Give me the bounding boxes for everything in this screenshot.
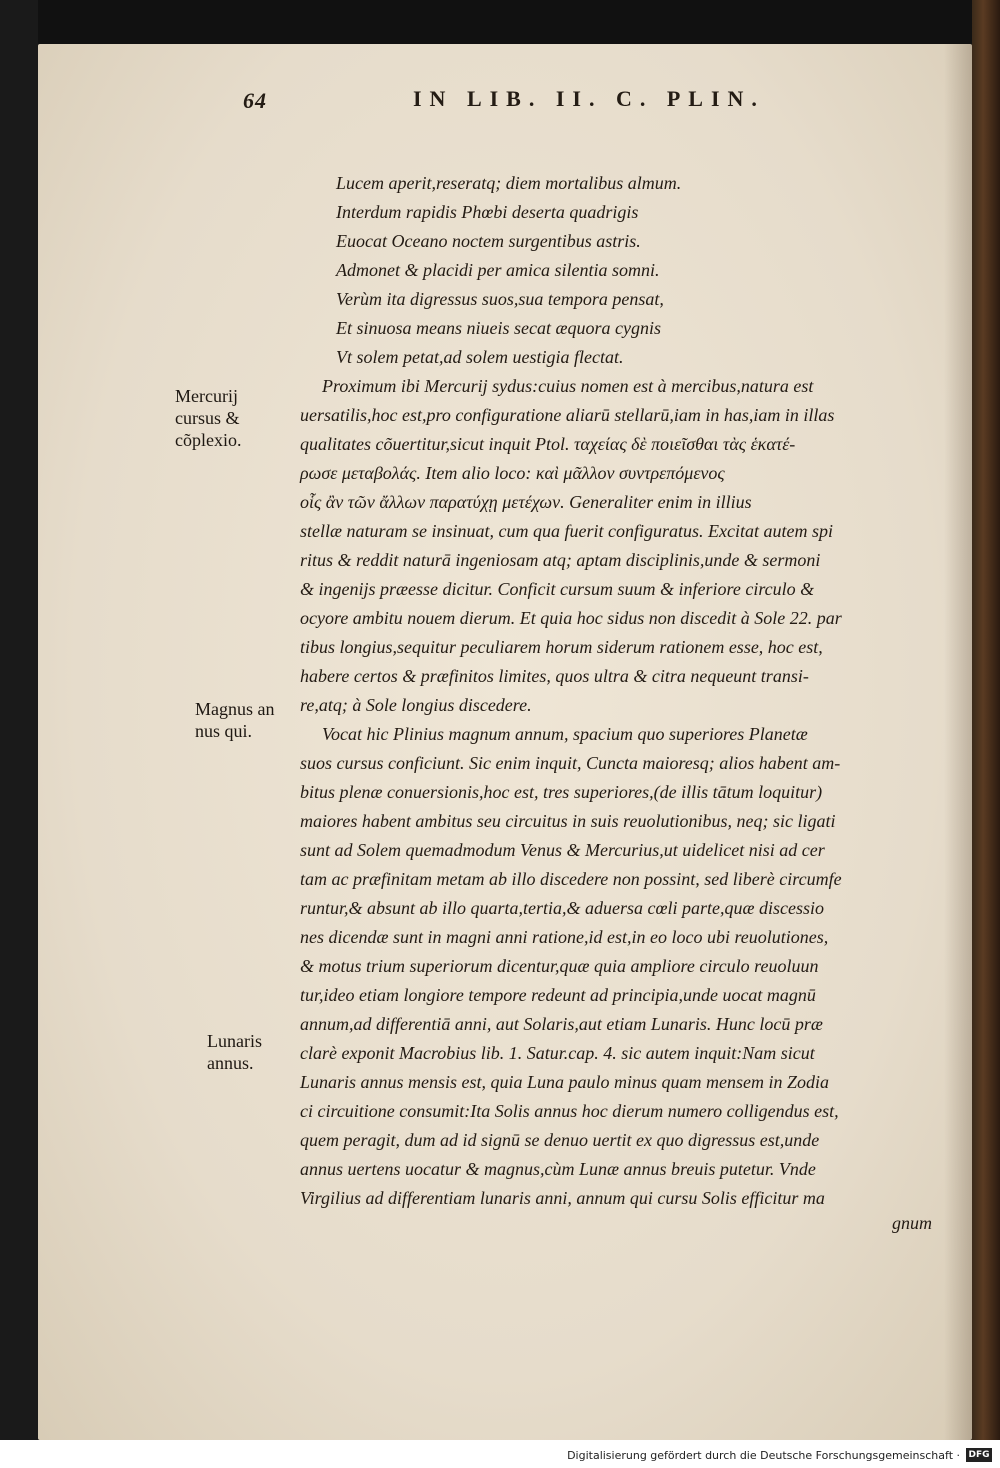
body-line: tam ac præfinitam metam ab illo discedere non possint, sed liberè circumfe	[300, 869, 842, 889]
body-line: ci circuitione consumit:Ita Solis annus hoc dierum numero colligendus est,	[300, 1101, 839, 1121]
verse-line: Interdum rapidis Phœbi deserta quadrigis	[336, 202, 639, 222]
body-line: quem peragit, dum ad id signū se denuo uertit ex quo digressus est,unde	[300, 1130, 820, 1150]
body-line: tur,ideo etiam longiore tempore redeunt ad principia,unde uocat magnū	[300, 985, 816, 1005]
margin-note-magnus-annus	[195, 698, 275, 742]
body-line: & ingenijs præesse dicitur. Conficit cursum suum & inferiore circulo &	[300, 579, 815, 599]
footer-bar	[0, 1440, 1000, 1468]
body-line: uersatilis,hoc est,pro configuratione aliarū stellarū,iam in has,iam in illas	[300, 405, 835, 425]
dfg-logo-icon: DFG	[966, 1448, 992, 1462]
body-line: qualitates cõuertitur,sicut inquit Ptol. ταχείας δὲ ποιεῖσθαι τὰς ἑκατέ-	[300, 434, 796, 454]
verse-line: Verùm ita digressus suos,sua tempora pensat,	[336, 289, 664, 309]
body-line: Virgilius ad differentiam lunaris anni, annum qui cursu Solis efficitur ma	[300, 1188, 825, 1208]
folio-number: 64	[243, 88, 267, 113]
body-line: Lunaris annus mensis est, quia Luna paulo minus quam mensem in Zodia	[300, 1072, 830, 1092]
page-edge-shadow	[944, 44, 972, 1440]
running-title: IN LIB. II. C. PLIN.	[413, 86, 765, 111]
body-line: ρωσε μεταβολάς. Item alio loco: καὶ μᾶλλον συντρεπόμενος	[300, 463, 725, 483]
funding-credit: Digitalisierung gefördert durch die Deutsche Forschungsgemeinschaft ·	[567, 1449, 960, 1462]
body-line: maiores habent ambitus seu circuitus in suis reuolutionibus, neq; sic ligati	[300, 811, 836, 831]
catchword: gnum	[892, 1213, 932, 1233]
margin-note-line: Lunaris	[207, 1031, 262, 1051]
verse-line: Vt solem petat,ad solem uestigia flectat.	[336, 347, 624, 367]
body-line: runtur,& absunt ab illo quarta,tertia,& aduersa cœli parte,quæ discessio	[300, 898, 825, 918]
body-line: ocyore ambitu nouem dierum. Et quia hoc sidus non discedit à Sole 22. par	[300, 608, 842, 628]
margin-note-mercurius	[175, 385, 241, 451]
verse-line: Et sinuosa means niueis secat æquora cygnis	[336, 318, 661, 338]
verse-line: Admonet & placidi per amica silentia somni.	[336, 260, 660, 280]
scan-frame-right	[972, 0, 1000, 1440]
body-line: annus uertens uocatur & magnus,cùm Lunæ annus breuis putetur. Vnde	[300, 1159, 816, 1179]
body-line: nes dicendæ sunt in magni anni ratione,id est,in eo loco ubi reuolutiones,	[300, 927, 829, 947]
body-line: annum,ad differentiā anni, aut Solaris,aut etiam Lunaris. Hunc locū præ	[300, 1014, 823, 1034]
margin-note-line: cursus &	[175, 408, 240, 428]
body-line: Proximum ibi Mercurij sydus:cuius nomen est à mercibus,natura est	[322, 376, 814, 396]
margin-note-line: Magnus an	[195, 699, 275, 719]
body-line: Vocat hic Plinius magnum annum, spacium quo superiores Planetæ	[322, 724, 808, 744]
body-line: re,atq; à Sole longius discedere.	[300, 695, 532, 715]
body-line: & motus trium superiorum dicentur,quæ quia ampliore circulo reuoluun	[300, 956, 819, 976]
body-line: suos cursus conficiunt. Sic enim inquit, Cuncta maioresq; alios habent am-	[300, 753, 841, 773]
verse-line: Lucem aperit,reseratq; diem mortalibus almum.	[336, 173, 682, 193]
margin-note-lunaris-annus	[207, 1030, 262, 1074]
verse-line: Euocat Oceano noctem surgentibus astris.	[336, 231, 641, 251]
body-line: sunt ad Solem quemadmodum Venus & Mercurius,ut uidelicet nisi ad cer	[300, 840, 825, 860]
margin-note-line: nus qui.	[195, 721, 253, 741]
scan-frame-left	[0, 0, 38, 1440]
body-line: clarè exponit Macrobius lib. 1. Satur.cap. 4. sic autem inquit:Nam sicut	[300, 1043, 815, 1063]
body-line: ritus & reddit naturā ingeniosam atq; aptam disciplinis,unde & sermoni	[300, 550, 821, 570]
page-header	[243, 88, 803, 128]
body-line: habere certos & præfinitos limites, quos ultra & citra nequeunt transi-	[300, 666, 809, 686]
margin-note-line: annus.	[207, 1053, 254, 1073]
body-line: tibus longius,sequitur peculiarem horum siderum rationem esse, hoc est,	[300, 637, 823, 657]
body-line: οἷς ἂν τῶν ἄλλων παρατύχῃ μετέχων. Generaliter enim in illius	[300, 492, 752, 512]
body-line: stellæ naturam se insinuat, cum qua fuerit configuratus. Excitat autem spi	[300, 521, 833, 541]
margin-note-line: Mercurij	[175, 386, 238, 406]
body-line: bitus plenæ conuersionis,hoc est, tres superiores,(de illis tātum loquitur)	[300, 782, 823, 802]
margin-note-line: cõplexio.	[175, 430, 242, 450]
